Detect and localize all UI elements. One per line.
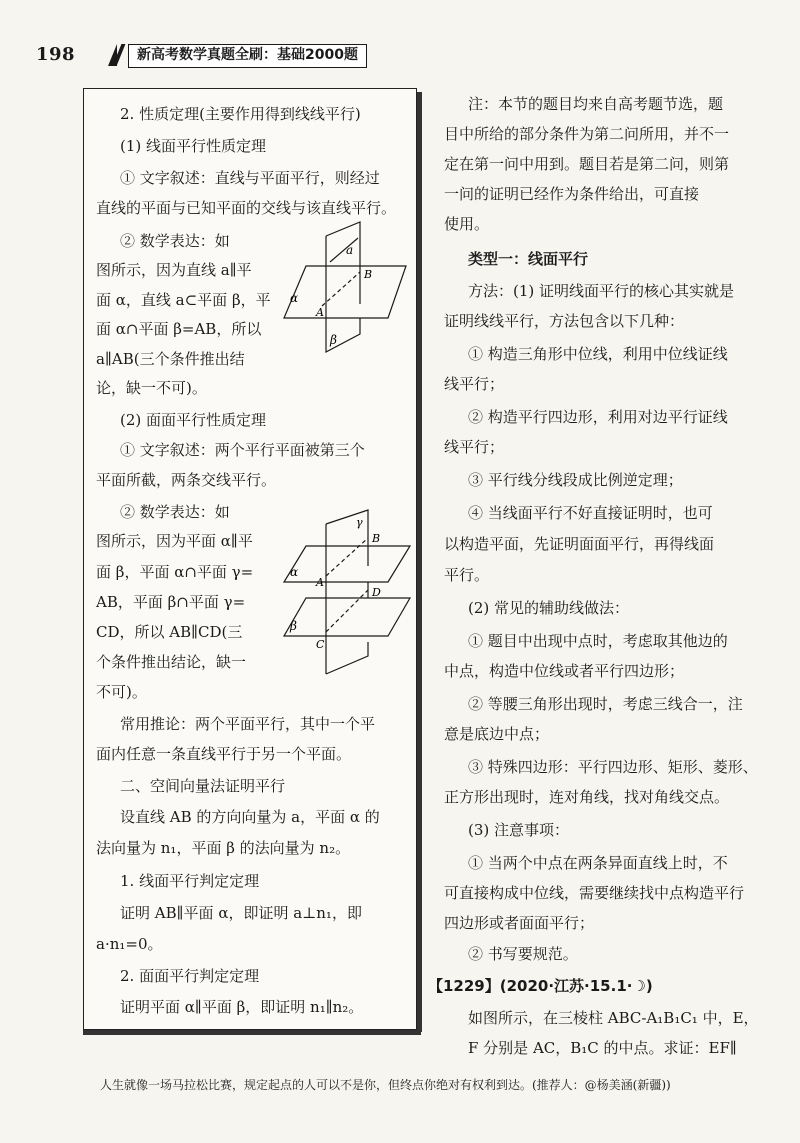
- text-line: (3) 注意事项：: [468, 821, 570, 839]
- text-line: 面 β，平面 α∩平面 γ=: [96, 563, 254, 581]
- text-line: 注：本节的题目均来自高考题节选，题: [468, 95, 724, 113]
- text-line: 个条件推出结论，缺一: [96, 653, 247, 671]
- text-line: 2. 面面平行判定定理: [120, 967, 260, 985]
- text-line: (2) 常见的辅助线做法：: [468, 599, 630, 617]
- text-line: 证明线线平行，方法包含以下几种：: [444, 312, 685, 330]
- text-line: 平行。: [444, 566, 490, 584]
- text-line: (2) 面面平行性质定理: [120, 411, 267, 429]
- text-line: 2. 性质定理(主要作用得到线线平行): [120, 105, 361, 123]
- text-line: 意是底边中点；: [444, 725, 550, 743]
- fig2-label-B: B: [372, 532, 381, 545]
- text-line: CD，所以 AB∥CD(三: [96, 623, 243, 641]
- fig2-label-gamma: γ: [356, 516, 363, 529]
- text-line: 二、空间向量法证明平行: [120, 777, 286, 795]
- text-line: ① 当两个中点在两条异面直线上时，不: [468, 854, 728, 872]
- text-line: 四边形或者面面平行；: [444, 914, 595, 932]
- moon-icon: ☽): [632, 977, 653, 995]
- text-line: 方法：(1) 证明线面平行的核心其实就是: [468, 282, 735, 300]
- text-line: 目中所给的部分条件为第二问所用，并不一: [444, 125, 730, 143]
- fig2-label-D: D: [372, 586, 381, 599]
- text-line: 使用。: [444, 215, 490, 233]
- fig2-label-A: A: [316, 576, 324, 589]
- text-line: 论，缺一不可)。: [96, 379, 207, 397]
- text-line: (1) 线面平行性质定理: [120, 137, 267, 155]
- text-line: 正方形出现时，连对角线，找对角线交点。: [444, 788, 730, 806]
- fig1-label-A: A: [316, 306, 324, 319]
- text-line: 如图所示，在三棱柱 ABC-A₁B₁C₁ 中，E，: [468, 1009, 759, 1027]
- fig1-label-B: B: [364, 268, 373, 281]
- page-number: 198: [36, 44, 76, 65]
- text-line: a∥AB(三个条件推出结: [96, 350, 245, 368]
- fig1-label-a: a: [346, 243, 354, 257]
- text-line: 证明平面 α∥平面 β，即证明 n₁∥n₂。: [120, 998, 364, 1016]
- fig2-label-C: C: [316, 638, 325, 651]
- text-line: 证明 AB∥平面 α，即证明 a⊥n₁，即: [120, 904, 362, 922]
- text-line: 平面所截，两条交线平行。: [96, 471, 277, 489]
- box-shadow-bottom: [83, 1030, 421, 1035]
- text-line: a·n₁=0。: [96, 935, 163, 953]
- text-line: 直线的平面与已知平面的交线与该直线平行。: [96, 199, 397, 217]
- text-line: ① 文字叙述：两个平行平面被第三个: [120, 441, 365, 459]
- text-line: 设直线 AB 的方向向量为 a，平面 α 的: [120, 808, 380, 826]
- text-line: ② 数学表达：如: [120, 503, 230, 521]
- text-line: ④ 当线面平行不好直接证明时，也可: [468, 504, 713, 522]
- text-line: 常用推论：两个平面平行，其中一个平: [120, 715, 376, 733]
- fig1-label-beta: β: [330, 333, 337, 347]
- text-line: 面 α，直线 a⊂平面 β，平: [96, 291, 271, 309]
- text-line: F 分别是 AC，B₁C 的中点。求证：EF∥: [468, 1039, 737, 1057]
- book-title: 新高考数学真题全刷：基础2000题: [128, 44, 367, 68]
- text-line: 不可)。: [96, 683, 147, 701]
- page-footer: 人生就像一场马拉松比赛，规定起点的人可以不是你，但终点你绝对有权利到达。(推荐人：@杨美涵(新疆)): [100, 1078, 671, 1092]
- text-line: ① 构造三角形中位线，利用中位线证线: [468, 345, 728, 363]
- section-heading: 类型一：线面平行: [468, 250, 589, 268]
- text-line: 线平行；: [444, 438, 505, 456]
- problem-source: 【1229】(2020·江苏·15.1·: [428, 977, 633, 995]
- text-line: AB，平面 β∩平面 γ=: [96, 593, 246, 611]
- figure-plane-plane: [276, 506, 412, 680]
- text-line: 面 α∩平面 β=AB，所以: [96, 320, 262, 338]
- text-line: 1. 线面平行判定定理: [120, 872, 260, 890]
- text-line: 中点，构造中位线或者平行四边形；: [444, 662, 685, 680]
- text-line: 以构造平面，先证明面面平行，再得线面: [444, 535, 715, 553]
- box-shadow-right: [417, 92, 422, 1032]
- text-line: 图所示，因为平面 α∥平: [96, 532, 253, 550]
- page-header: [36, 44, 396, 70]
- text-line: ② 书写要规范。: [468, 945, 578, 963]
- text-line: 定在第一问中用到。题目若是第二问，则第: [444, 155, 730, 173]
- text-line: 图所示，因为直线 a∥平: [96, 261, 252, 279]
- text-line: 可直接构成中位线，需要继续找中点构造平行: [444, 884, 745, 902]
- text-line: ① 题目中出现中点时，考虑取其他边的: [468, 632, 728, 650]
- text-line: ② 构造平行四边形，利用对边平行证线: [468, 408, 728, 426]
- fig2-label-alpha: α: [290, 565, 299, 579]
- text-line: ③ 平行线分线段成比例逆定理；: [468, 471, 683, 489]
- text-line: 面内任意一条直线平行于另一个平面。: [96, 745, 352, 763]
- figure-line-plane: [278, 218, 412, 358]
- text-line: ② 数学表达：如: [120, 232, 230, 250]
- fig1-label-alpha: α: [290, 291, 299, 305]
- text-line: 一问的证明已经作为条件给出，可直接: [444, 185, 700, 203]
- text-line: 线平行；: [444, 375, 505, 393]
- text-line: ③ 特殊四边形：平行四边形、矩形、菱形、: [468, 758, 758, 776]
- text-line: 法向量为 n₁，平面 β 的法向量为 n₂。: [96, 839, 351, 857]
- problem-number: [428, 976, 653, 996]
- fig2-label-beta: β: [290, 619, 297, 633]
- text-line: ① 文字叙述：直线与平面平行，则经过: [120, 169, 380, 187]
- text-line: ② 等腰三角形出现时，考虑三线合一，注: [468, 695, 743, 713]
